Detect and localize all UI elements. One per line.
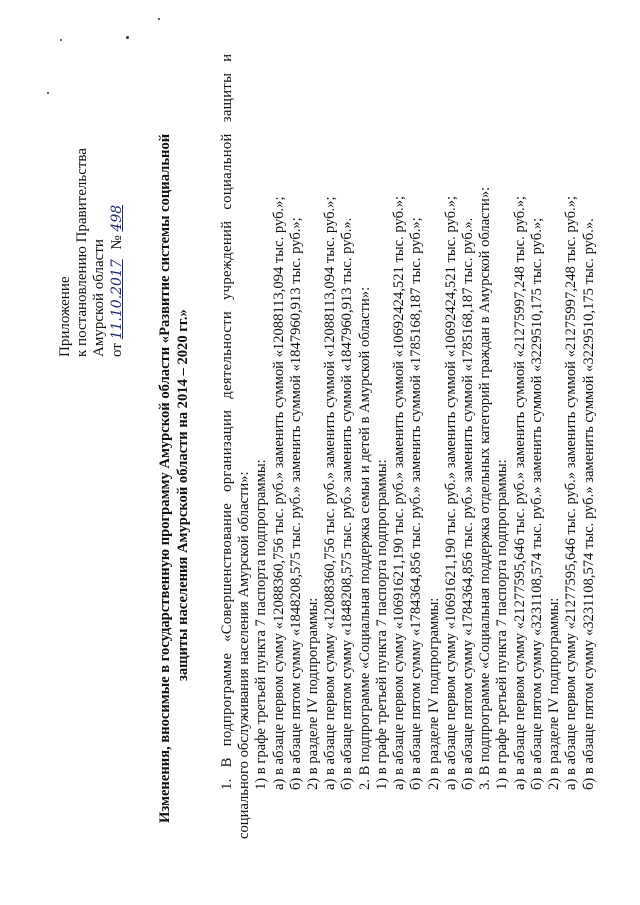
body-line: 1) в графе третьей пункта 7 паспорта подпрограммы: [253, 459, 269, 790]
body-line: б) в абзаце пятом сумму «3231108,574 тыс. руб.» заменить суммой «3229510,175 тыс. руб.». [581, 218, 597, 790]
body-line: 2) в разделе IV подпрограммы: [426, 597, 442, 790]
body-line: 1) в графе третьей пункта 7 паспорта подпрограммы: [494, 459, 510, 790]
scan-speck [126, 36, 129, 39]
scan-speck [60, 39, 62, 41]
appendix-line-2: Амурской области [91, 239, 107, 357]
number-sign: № [109, 235, 125, 250]
body-line: б) в абзаце пятом сумму «1848208,575 тыс. руб.» заменить суммой «1847960,913 тыс. руб.». [339, 217, 355, 790]
body-line: а) в абзаце первом сумму «12088360,756 тыс. руб.» заменить суммой «12088113,094 тыс. руб.»; [322, 196, 338, 790]
body-line: б) в абзаце пятом сумму «1848208,575 тыс. руб.» заменить суммой «1847960,913 тыс. руб.»; [288, 217, 304, 790]
body-line: а) в абзаце первом сумму «21277595,646 тыс. руб.» заменить суммой «21275997,248 тыс. руб.»; [512, 195, 528, 790]
handwritten-number: 498 [109, 204, 125, 232]
appendix-date-line [109, 180, 126, 357]
body-line: а) в абзаце первом сумму «21277595,646 тыс. руб.» заменить суммой «21275997,248 тыс. руб.»; [563, 195, 579, 790]
body-line: 3. В подпрограмме «Социальная поддержка отдельных категорий граждан в Амурской области»: [477, 186, 493, 790]
scan-speck [158, 18, 160, 20]
document-heading-line-2: защиты населения Амурской области на 2014 – 2020 гг.» [175, 309, 191, 681]
body-line: 1) в графе третьей пункта 7 паспорта подпрограммы: [374, 459, 390, 790]
body-line: 2) в разделе IV подпрограммы: [546, 597, 562, 790]
document-heading-line-1: Изменения, вносимые в государственную программу Амурской области «Развитие системы социальной [157, 133, 173, 823]
appendix-line-1: к постановлению Правительства [74, 148, 90, 357]
body-line: а) в абзаце первом сумму «10691621,190 тыс. руб.» заменить суммой «10692424,521 тыс. руб.»; [443, 195, 459, 790]
appendix-title: Приложение [57, 276, 73, 357]
body-line: б) в абзаце пятом сумму «1784364,856 тыс. руб.» заменить суммой «1785168,187 тыс. руб.»; [408, 217, 424, 790]
handwritten-date: 11.10.2017 [109, 259, 125, 340]
body-line: б) в абзаце пятом сумму «3231108,574 тыс. руб.» заменить суммой «3229510,175 тыс. руб.»; [529, 217, 545, 790]
body-line: социального обслуживания населения Амурской области»: [236, 471, 252, 839]
body-line: а) в абзаце первом сумму «12088360,756 тыс. руб.» заменить суммой «12088113,094 тыс. руб.»; [271, 196, 287, 790]
date-prefix: от [109, 343, 125, 357]
body-line: а) в абзаце первом сумму «10691621,190 тыс. руб.» заменить суммой «10692424,521 тыс. руб.»; [391, 195, 407, 790]
body-line: 2) в разделе IV подпрограммы: [305, 597, 321, 790]
body-line: б) в абзаце пятом сумму «1784364,856 тыс. руб.» заменить суммой «1785168,187 тыс. руб.». [460, 217, 476, 790]
scan-speck [47, 92, 49, 94]
body-line: 2. В подпрограмме «Социальная поддержка семьи и детей в Амурской области»: [357, 286, 373, 790]
body-line: 1. В подпрограмме «Совершенствование организации деятельности учреждений социальной защиты и [219, 53, 235, 790]
